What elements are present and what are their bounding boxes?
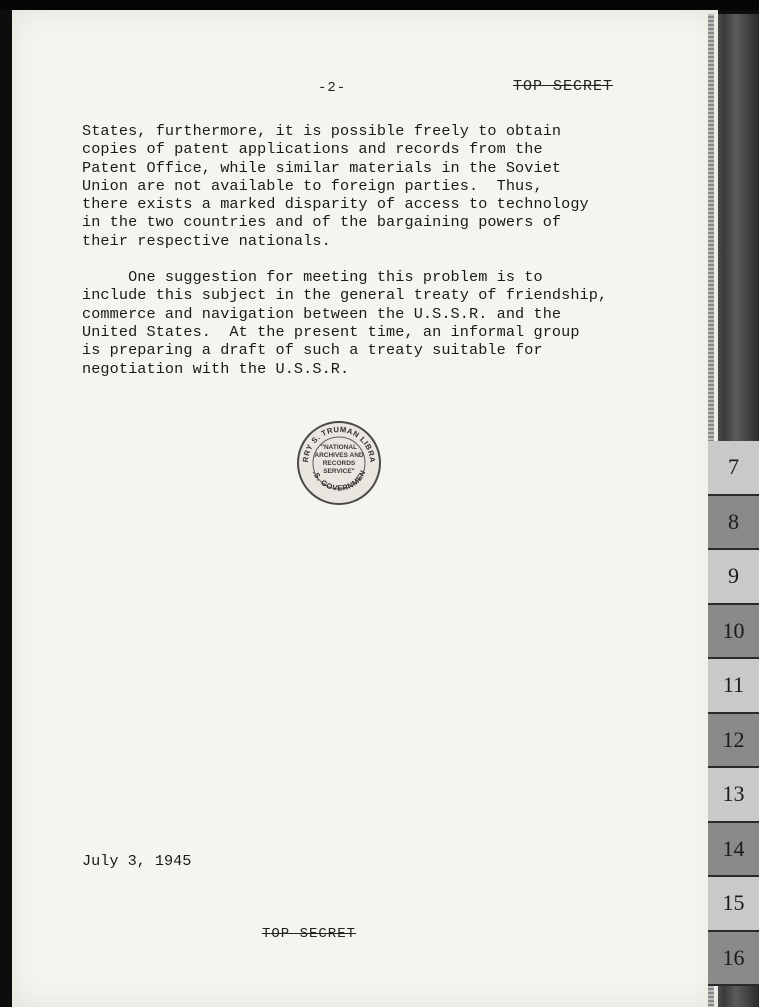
scan-top-edge [0,0,759,10]
document-date: July 3, 1945 [82,852,192,870]
index-tab-13[interactable]: 13 [708,768,759,823]
stamp-ring-bottom-text: .S. GOVERNMEN [310,468,368,493]
stamp-ring-top-text: RRY S. TRUMAN LIBRA [300,424,378,464]
index-tab-12[interactable]: 12 [708,714,759,769]
index-tab-10[interactable]: 10 [708,605,759,660]
index-tabs [708,0,759,1007]
index-tab-11[interactable]: 11 [708,659,759,714]
document-body [82,122,642,378]
classification-marking-top: TOP SECRET [513,78,614,95]
index-tab-8[interactable]: 8 [708,496,759,551]
paragraph-2: One suggestion for meeting this problem is to include this subject in the general treaty of friendship, commerce and navigation between the U.S.S.R. and the United States. At the present time, an informal group is preparing a draft of such a treaty suitable for negotiation with the U.S.S.R. [82,268,608,378]
stamp-center-text: "NATIONAL ARCHIVES AND RECORDS SERVICE" [314,444,364,475]
index-tab-15[interactable]: 15 [708,877,759,932]
index-tab-14[interactable]: 14 [708,823,759,878]
page-number: -2- [318,80,347,96]
index-tab-16[interactable]: 16 [708,932,759,987]
paragraph-1: States, furthermore, it is possible freely to obtain copies of patent applications and records from the Patent Office, while similar materials in the Soviet Union are not available to foreign parties. Thus, there exists a marked disparity of access to technology in the two countries and of the bargaining powers of their respective nationals. [82,122,589,250]
archive-stamp [296,420,382,506]
index-tab-7[interactable]: 7 [708,441,759,496]
index-tab-9[interactable]: 9 [708,550,759,605]
classification-marking-bottom: TOP SECRET [262,926,357,942]
